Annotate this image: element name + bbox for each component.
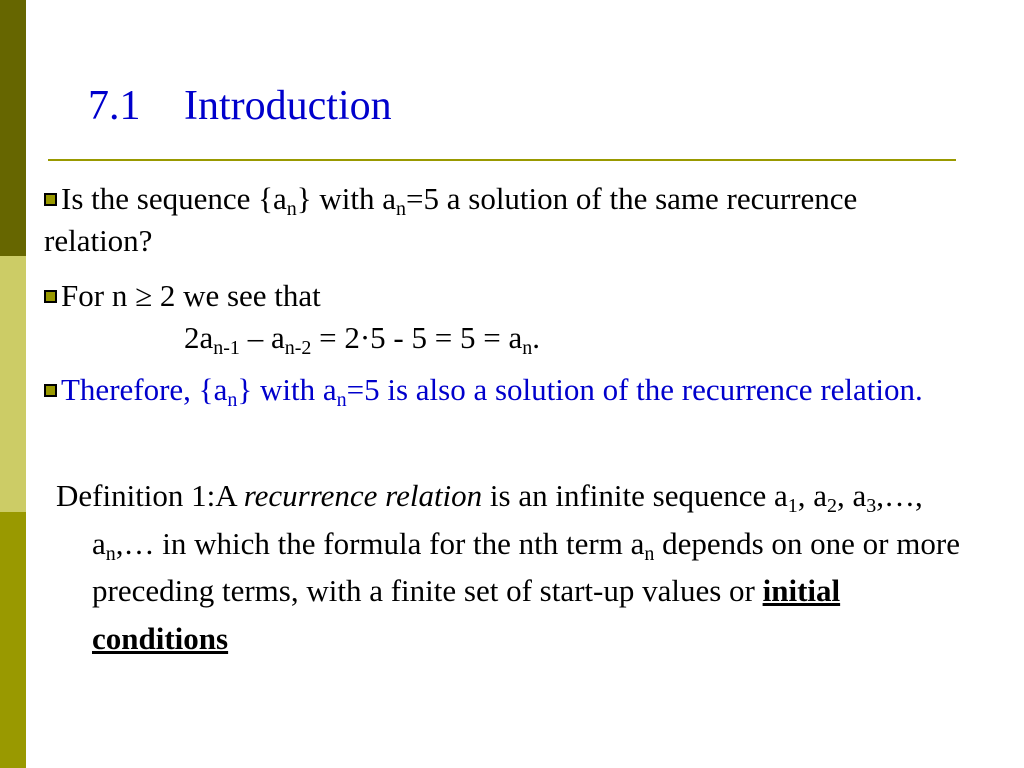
text-run: 2a: [184, 320, 214, 355]
bullet-conclusion: [44, 369, 944, 411]
sidebar-segment-top: [0, 0, 26, 256]
key-term: initial conditions: [92, 573, 841, 656]
subscript: n: [227, 389, 238, 411]
title-text: Introduction: [184, 83, 392, 129]
subscript: 1: [787, 495, 798, 517]
text-run: is an infinite sequence a: [482, 478, 788, 513]
square-bullet-icon: [44, 193, 57, 206]
text-run: = 2·5 - 5 = 5 = a: [311, 320, 523, 355]
bullet-verification: [44, 275, 944, 359]
text-run: ,…, a: [92, 478, 923, 561]
sidebar-segment-bottom: [0, 512, 26, 768]
sidebar-segment-middle: [0, 256, 26, 512]
bullet-question: [44, 178, 944, 262]
sidebar-decoration: [0, 0, 26, 768]
section-number: 7.1: [88, 83, 141, 129]
text-run: =5 is also a solution of the recurrence relation.: [346, 372, 923, 407]
subscript: 3: [866, 495, 877, 517]
text-run: } with a: [296, 181, 397, 216]
title-underline: [48, 159, 956, 161]
text-run: , a: [837, 478, 867, 513]
text-run: For n ≥ 2 we see that: [61, 278, 321, 313]
text-run: Is the sequence {a: [61, 181, 287, 216]
subscript: n-2: [284, 337, 312, 359]
subscript: n: [396, 198, 407, 220]
subscript: n: [286, 198, 297, 220]
text-run: – a: [239, 320, 285, 355]
text-run: } with a: [237, 372, 337, 407]
text-run: depends on one or more preceding terms, with a finite set of start-up values or: [92, 525, 960, 608]
text-run: Therefore, {a: [61, 372, 228, 407]
subscript: n: [105, 542, 116, 565]
square-bullet-icon: [44, 384, 57, 397]
defined-term: recurrence relation: [243, 478, 483, 513]
text-run: ,… in which the formula for the nth term a: [115, 525, 645, 561]
text-run: , a: [797, 478, 828, 513]
subscript: n: [644, 542, 655, 565]
subscript: n: [336, 389, 347, 411]
text-run: .: [532, 320, 540, 355]
slide-title: [88, 82, 392, 130]
square-bullet-icon: [44, 290, 57, 303]
subscript: 2: [827, 495, 838, 517]
definition-label: Definition 1:A: [56, 478, 244, 513]
definition-block: [56, 472, 972, 662]
subscript: n: [522, 337, 533, 359]
subscript: n-1: [213, 337, 240, 359]
equation-line: [44, 317, 944, 359]
text-run: =5 a solution of the same recurrence relation?: [44, 181, 858, 258]
